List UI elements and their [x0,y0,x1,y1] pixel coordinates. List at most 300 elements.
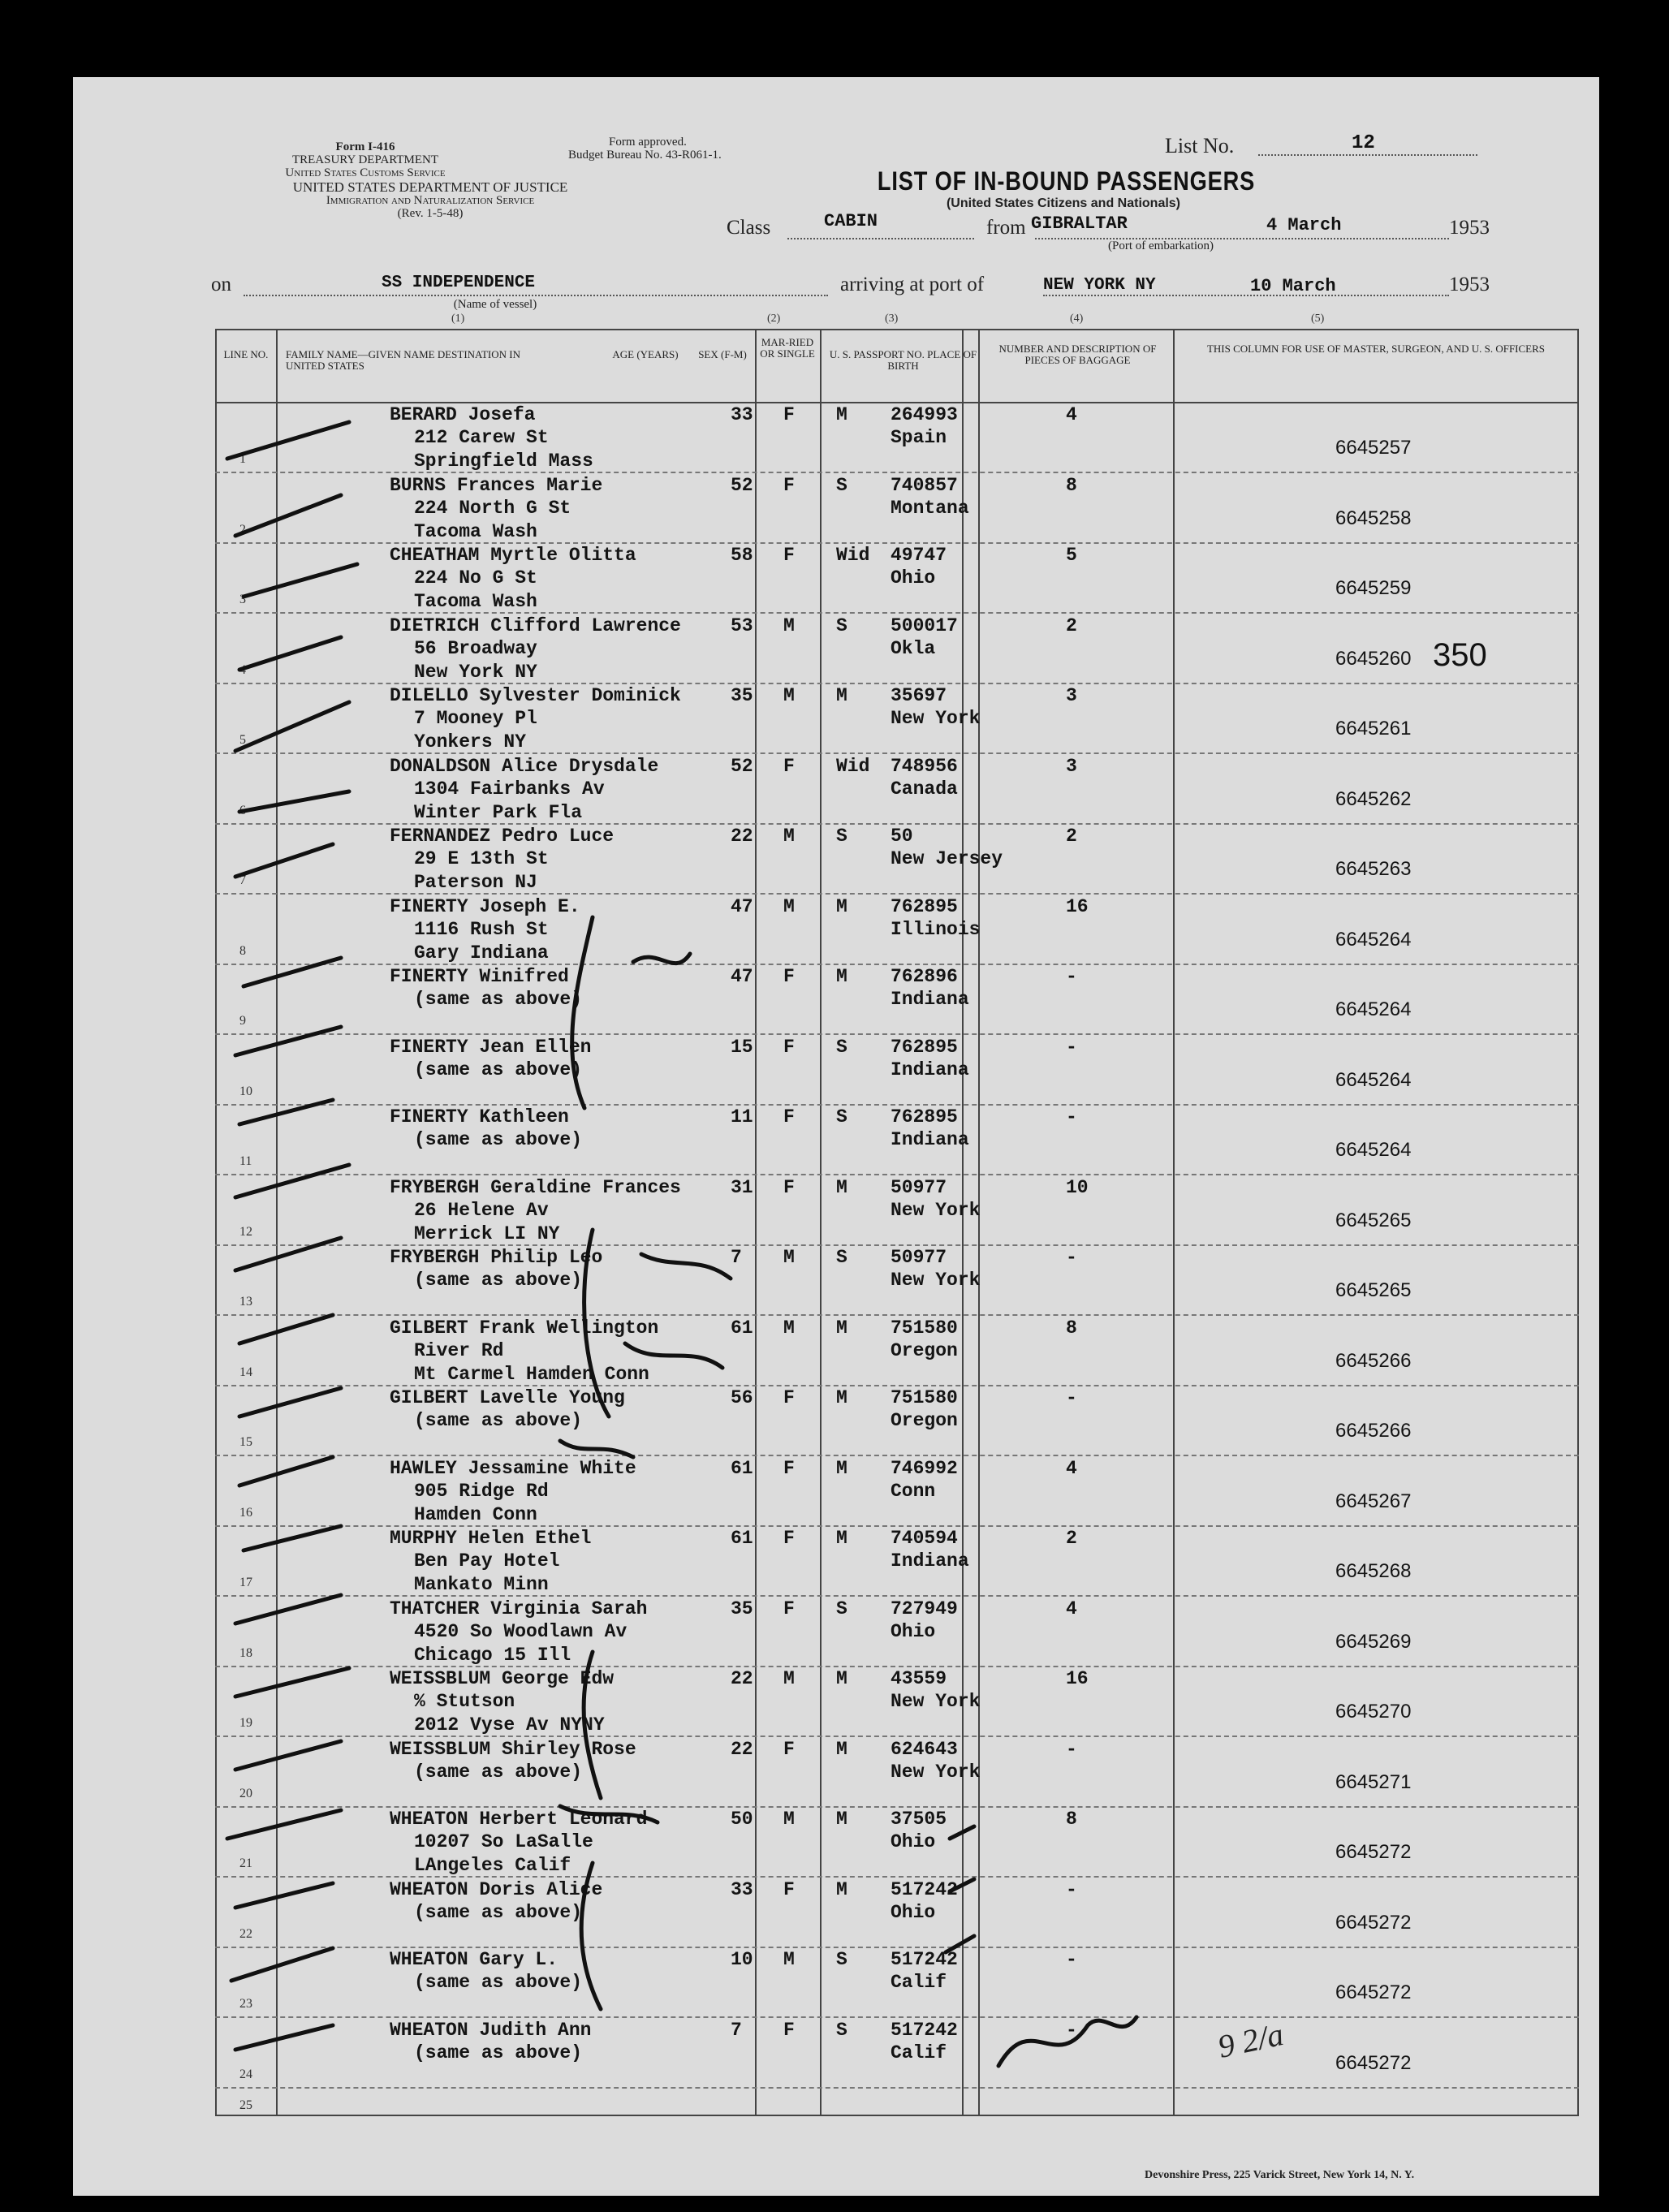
ins-title: Immigration and Naturalization Service [326,194,535,207]
marital-status: M [836,1528,847,1549]
passenger-name: BURNS Frances Marie [390,474,603,496]
baggage-count: - [1066,966,1077,987]
passenger-name: DIETRICH Clifford Lawrence [390,614,681,636]
col-header-baggage: NUMBER AND DESCRIPTION OF PIECES OF BAGGAGE [998,343,1157,366]
on-label: on [211,274,231,295]
age: 35 [731,1598,753,1619]
sex: F [783,755,795,777]
line-number: 5 [239,733,246,747]
line-number: 22 [239,1926,252,1941]
address-line-2: 2012 Vyse Av NYNY [414,1714,605,1736]
line-number: 21 [239,1856,252,1870]
officer-number: 6645262 [1335,787,1412,810]
table-row [215,1034,1579,1106]
address-line-1: (same as above) [414,2042,583,2063]
place-of-birth: Indiana [891,1059,969,1080]
marital-status: S [836,474,847,496]
line-number: 3 [239,593,246,606]
officer-number: 6645264 [1335,928,1412,951]
address-line-2: Tacoma Wash [414,520,537,542]
place-of-birth: New York [891,1761,981,1783]
passenger-name: FINERTY Jean Ellen [390,1036,592,1058]
baggage-count: - [1066,1387,1077,1408]
place-of-birth: Okla [891,637,936,659]
place-of-birth: New York [891,1199,981,1221]
place-of-birth: Oregon [891,1339,958,1361]
place-of-birth: New Jersey [891,848,1003,869]
sex: F [783,1457,795,1479]
table-row [215,1877,1579,1948]
address-line-2: Tacoma Wash [414,591,537,612]
passport-number: 500017 [891,614,958,636]
line-number: 19 [239,1716,252,1730]
line-number: 9 [239,1014,246,1028]
col-number-4: (4) [1070,313,1084,325]
passport-number: 727949 [891,1598,958,1619]
age: 56 [731,1387,753,1408]
sex: M [783,826,795,847]
baggage-count: 4 [1066,404,1077,425]
passenger-name: DONALDSON Alice Drysdale [390,755,659,777]
line-number: 18 [239,1645,252,1660]
address-line-1: (same as above) [414,1129,583,1150]
col-header-age: AGE (YEARS) [612,348,679,360]
table-row [215,1244,1579,1316]
baggage-count: 5 [1066,545,1077,566]
list-no-value: 12 [1352,132,1375,154]
passport-number: 762896 [891,966,958,987]
marital-status: Wid [836,755,870,777]
officer-number: 6645258 [1335,507,1412,529]
sex: M [783,895,795,917]
place-of-birth: Indiana [891,1550,969,1572]
age: 52 [731,755,753,777]
marital-status: M [836,1878,847,1900]
sex: F [783,2019,795,2041]
passenger-name: FINERTY Kathleen [390,1106,569,1128]
passenger-name: GILBERT Lavelle Young [390,1387,625,1408]
marital-status: M [836,1457,847,1479]
line-number: 11 [239,1154,252,1168]
place-of-birth: Canada [891,778,958,800]
address-line-2: Winter Park Fla [414,801,583,823]
address-line-1: (same as above) [414,1901,583,1923]
col-header-sex: SEX (F-M) [698,348,747,360]
port-of-embarkation: GIBRALTAR [1031,213,1128,234]
sex: M [783,685,795,706]
officer-number: 6645257 [1335,437,1412,459]
revision: (Rev. 1-5-48) [397,207,464,220]
officer-number: 6645263 [1335,858,1412,880]
address-line-1: 1116 Rush St [414,918,549,940]
place-of-birth: New York [891,708,981,729]
marital-status: M [836,685,847,706]
address-line-1: 10207 So LaSalle [414,1831,593,1852]
table-row [215,683,1579,754]
officer-number: 6645265 [1335,1209,1412,1231]
marital-status: M [836,1387,847,1408]
sex: F [783,404,795,425]
age: 22 [731,1738,753,1760]
sex: F [783,1036,795,1058]
officer-number: 6645268 [1335,1560,1412,1582]
passport-number: 49747 [891,545,947,566]
marital-status: S [836,1106,847,1128]
passenger-name: FINERTY Winifred [390,966,569,987]
table-row [215,2017,1579,2089]
address-line-2: LAngeles Calif [414,1855,571,1876]
arrival-port: NEW YORK NY [1043,276,1156,295]
col-number-1: (1) [451,313,465,325]
passenger-name: MURPHY Helen Ethel [390,1528,592,1549]
age: 33 [731,404,753,425]
line-number: 16 [239,1505,252,1520]
address-line-2: Merrick LI NY [414,1222,560,1244]
address-line-1: 26 Helene Av [414,1199,549,1221]
passenger-name: WHEATON Gary L. [390,1949,558,1970]
passenger-name: WHEATON Herbert Leonard [390,1809,648,1830]
table-row [215,823,1579,895]
passenger-name: FRYBERGH Geraldine Frances [390,1176,681,1198]
form-number: Form I-416 [335,140,395,153]
place-of-birth: Calif [891,2042,947,2063]
baggage-count: 16 [1066,895,1089,917]
officer-number: 6645272 [1335,2051,1412,2074]
marital-status: S [836,1598,847,1619]
baggage-count: 8 [1066,1317,1077,1339]
sex: F [783,1598,795,1619]
place-of-birth: Calif [891,1972,947,1993]
line-number: 6 [239,803,246,817]
number-stamp: 350 [1433,637,1487,673]
passenger-name: WHEATON Doris Alice [390,1878,603,1900]
place-of-birth: New York [891,1270,981,1291]
address-line-2: Chicago 15 Ill [414,1644,571,1666]
marital-status: M [836,1809,847,1830]
age: 61 [731,1317,753,1339]
passenger-name: HAWLEY Jessamine White [390,1457,636,1479]
marital-status: M [836,1668,847,1689]
address-line-1: 905 Ridge Rd [414,1480,549,1502]
table-row [215,1455,1579,1527]
class-value: CABIN [824,211,878,231]
officer-number: 6645261 [1335,718,1412,739]
passport-number: 751580 [891,1387,958,1408]
passport-number: 624643 [891,1738,958,1760]
vessel-caption: (Name of vessel) [453,298,537,311]
passport-number: 517242 [891,1949,958,1970]
age: 31 [731,1176,753,1198]
line-number: 8 [239,943,246,958]
address-line-1: (same as above) [414,1270,583,1291]
passport-number: 762895 [891,1106,958,1128]
age: 61 [731,1528,753,1549]
age: 15 [731,1036,753,1058]
passport-number: 762895 [891,895,958,917]
line-number: 23 [239,1997,252,2011]
address-line-1: 4520 So Woodlawn Av [414,1620,627,1642]
arrival-date: 10 March [1250,276,1336,296]
passport-number: 517242 [891,2019,958,2041]
place-of-birth: New York [891,1691,981,1712]
officer-number: 6645266 [1335,1349,1412,1372]
place-of-birth: Ohio [891,567,936,589]
age: 10 [731,1949,753,1970]
baggage-count: - [1066,1247,1077,1268]
passport-number: 762895 [891,1036,958,1058]
baggage-count: - [1066,1878,1077,1900]
address-line-1: (same as above) [414,1761,583,1783]
passport-number: 264993 [891,404,958,425]
marital-status: S [836,1247,847,1268]
marital-status: S [836,2019,847,2041]
line-number: 20 [239,1786,252,1800]
address-line-1: 212 Carew St [414,427,549,448]
age: 22 [731,826,753,847]
passport-number: 740857 [891,474,958,496]
age: 58 [731,545,753,566]
table-row [215,1596,1579,1667]
table-row [215,894,1579,965]
address-line-1: (same as above) [414,1972,583,1993]
col-header-line: LINE NO. [223,348,269,360]
officer-number: 6645270 [1335,1701,1412,1723]
from-label: from [986,217,1026,239]
line-number: 15 [239,1435,252,1449]
table-row [215,1525,1579,1597]
table-row [215,1175,1579,1246]
passport-number: 50977 [891,1176,947,1198]
officer-number: 6645264 [1335,1068,1412,1091]
passport-number: 37505 [891,1809,947,1830]
table-row [215,964,1579,1035]
place-of-birth: Oregon [891,1410,958,1431]
officer-number: 6645272 [1335,1841,1412,1863]
address-line-2: Gary Indiana [414,942,549,964]
place-of-birth: Ohio [891,1831,936,1852]
officer-number: 6645265 [1335,1279,1412,1301]
officer-number: 6645267 [1335,1490,1412,1512]
marital-status: M [836,404,847,425]
marital-status: M [836,966,847,987]
marital-status: S [836,1036,847,1058]
sex: F [783,474,795,496]
baggage-count: - [1066,1949,1077,1970]
line-number: 1 [239,452,246,466]
embarkation-date: 4 March [1266,215,1342,235]
page-subtitle: (United States Citizens and Nationals) [946,196,1181,210]
address-line-1: % Stutson [414,1691,515,1712]
age: 47 [731,966,753,987]
place-of-birth: Conn [891,1480,936,1502]
sex: M [783,1317,795,1339]
col-number-3: (3) [885,313,899,325]
age: 47 [731,895,753,917]
age: 53 [731,614,753,636]
page-title: LIST OF IN-BOUND PASSENGERS [877,166,1256,196]
table-row [215,1806,1579,1878]
baggage-count: 3 [1066,755,1077,777]
table-row [215,613,1579,684]
passport-number: 43559 [891,1668,947,1689]
address-line-2: Yonkers NY [414,731,527,752]
age: 50 [731,1809,753,1830]
treasury-dept: TREASURY DEPARTMENT [291,153,439,166]
sex: F [783,1176,795,1198]
line-number: 10 [239,1084,252,1098]
col-number-2: (2) [767,313,781,325]
sex: F [783,1106,795,1128]
marital-status: S [836,826,847,847]
address-line-1: 29 E 13th St [414,848,549,869]
officer-number: 6645264 [1335,1139,1412,1161]
passenger-name: BERARD Josefa [390,404,536,425]
place-of-birth: Indiana [891,989,969,1010]
passport-number: 50 [891,826,913,847]
address-line-1: 224 No G St [414,567,537,589]
age: 61 [731,1457,753,1479]
line-number: 4 [239,662,246,677]
sex: F [783,1878,795,1900]
baggage-count: 2 [1066,826,1077,847]
passenger-name: CHEATHAM Myrtle Olitta [390,545,636,566]
officer-number: 6645260 [1335,647,1412,670]
passport-number: 517242 [891,1878,958,1900]
address-line-2: New York NY [414,661,537,683]
doj-title: UNITED STATES DEPARTMENT OF JUSTICE [292,179,568,195]
printer-credit: Devonshire Press, 225 Varick Street, New York 14, N. Y. [1145,2169,1415,2181]
col-header-passport: U. S. PASSPORT NO. PLACE OF BIRTH [829,348,977,372]
passport-number: 746992 [891,1457,958,1479]
arriving-label: arriving at port of [840,274,985,295]
address-line-2: Mt Carmel Hamden Conn [414,1363,649,1385]
passenger-name: FRYBERGH Philip Leo [390,1247,603,1268]
officer-number: 6645272 [1335,1911,1412,1934]
officer-number: 6645271 [1335,1770,1412,1793]
age: 33 [731,1878,753,1900]
baggage-count: - [1066,1738,1077,1760]
place-of-birth: Montana [891,497,969,519]
officer-number: 6645259 [1335,577,1412,599]
passenger-list-form [73,77,1599,2196]
address-line-1: Ben Pay Hotel [414,1550,560,1572]
address-line-1: 224 North G St [414,497,571,519]
line-number: 13 [239,1295,252,1309]
sex: F [783,545,795,566]
table-row [215,472,1579,544]
passenger-name: WHEATON Judith Ann [390,2019,592,2041]
embarkation-year: 1953 [1449,217,1490,239]
passenger-name: GILBERT Frank Wellington [390,1317,659,1339]
sex: F [783,1528,795,1549]
line-number: 2 [239,522,246,537]
address-line-1: (same as above) [414,1059,583,1080]
sex: F [783,1738,795,1760]
col-header-name: FAMILY NAME—GIVEN NAME DESTINATION IN UNITED STATES [286,348,521,372]
sex: M [783,1809,795,1830]
passenger-name: THATCHER Virginia Sarah [390,1598,648,1619]
sex: M [783,1668,795,1689]
marital-status: M [836,1317,847,1339]
age: 11 [731,1106,753,1128]
baggage-count: 8 [1066,1809,1077,1830]
table-row [215,1315,1579,1386]
table-row [215,402,1579,473]
baggage-count: 16 [1066,1668,1089,1689]
sex: F [783,1387,795,1408]
address-line-1: (same as above) [414,1410,583,1431]
col-number-5: (5) [1311,313,1325,325]
place-of-birth: Ohio [891,1620,936,1642]
baggage-count: 3 [1066,685,1077,706]
line-number: 7 [239,873,246,887]
sex: F [783,966,795,987]
line-number: 14 [239,1365,252,1379]
place-of-birth: Indiana [891,1129,969,1150]
col-header-married: MAR-RIED OR SINGLE [760,336,815,360]
officer-number: 6645269 [1335,1630,1412,1653]
age: 35 [731,685,753,706]
vessel-name: SS INDEPENDENCE [382,274,536,292]
address-line-1: River Rd [414,1339,504,1361]
age: 52 [731,474,753,496]
age: 7 [731,1247,742,1268]
handwritten-total: 9 2/a [1214,2016,1287,2065]
doj-header [211,181,649,220]
col-header-officers: THIS COLUMN FOR USE OF MASTER, SURGEON, AND U. S. OFFICERS [1206,343,1546,355]
marital-status: M [836,1176,847,1198]
passport-number: 748956 [891,755,958,777]
age: 7 [731,2019,742,2041]
address-line-1: 7 Mooney Pl [414,708,537,729]
line-number-25: 25 [239,2098,252,2112]
address-line-2: Mankato Minn [414,1574,549,1595]
baggage-count: 4 [1066,1598,1077,1619]
table-row [215,1385,1579,1456]
baggage-count: - [1066,1106,1077,1128]
passenger-name: WEISSBLUM George Edw [390,1668,615,1689]
baggage-count: - [1066,2019,1077,2041]
passenger-name: DILELLO Sylvester Dominick [390,685,681,706]
baggage-count: 2 [1066,1528,1077,1549]
age: 22 [731,1668,753,1689]
address-line-1: 56 Broadway [414,637,537,659]
officer-number: 6645264 [1335,998,1412,1020]
baggage-count: 10 [1066,1176,1089,1198]
table-row [215,753,1579,825]
marital-status: S [836,1949,847,1970]
marital-status: Wid [836,545,870,566]
place-of-birth: Spain [891,427,947,448]
address-line-1: 1304 Fairbanks Av [414,778,605,800]
budget-bureau: Budget Bureau No. 43-R061-1. [568,149,722,162]
baggage-count: 4 [1066,1457,1077,1479]
table-row [215,1947,1579,2018]
sex: M [783,1949,795,1970]
table-row [215,542,1579,614]
line-number: 12 [239,1224,252,1239]
form-number-header [268,140,463,179]
sex: M [783,614,795,636]
embarkation-caption: (Port of embarkation) [1108,239,1214,252]
class-label: Class [727,217,771,239]
passport-number: 50977 [891,1247,947,1268]
baggage-count: 8 [1066,474,1077,496]
arrival-year: 1953 [1449,274,1490,295]
marital-status: S [836,614,847,636]
address-line-1: (same as above) [414,989,583,1010]
marital-status: M [836,895,847,917]
